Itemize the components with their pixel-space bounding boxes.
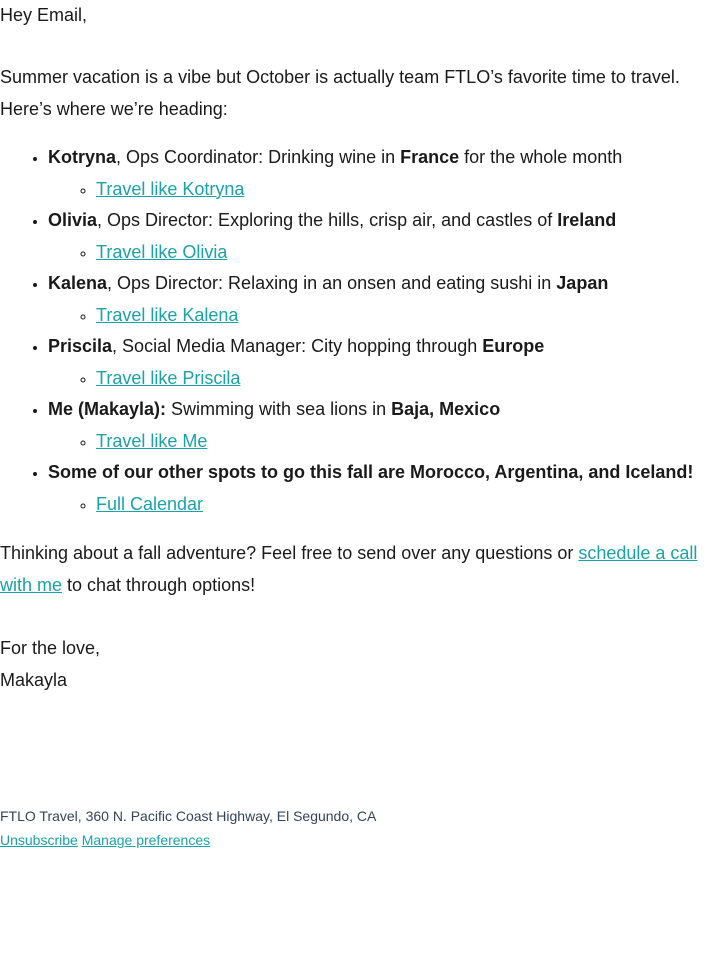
destination-name: Baja, Mexico xyxy=(391,399,501,419)
person-name: Olivia xyxy=(48,210,98,230)
unsubscribe-link[interactable]: Unsubscribe xyxy=(0,832,78,848)
sub-list-item xyxy=(96,363,720,395)
schedule-call-link[interactable]: schedule a call with me xyxy=(0,543,698,595)
travel-like-priscila-link[interactable]: Travel like Priscila xyxy=(96,367,241,388)
person-name: Kalena xyxy=(48,273,108,293)
closing-text-after: to chat through options! xyxy=(62,574,256,595)
sub-list-item xyxy=(96,174,720,206)
person-name: Kotryna xyxy=(48,147,117,167)
destination-name: Europe xyxy=(482,336,545,356)
list-item-olivia xyxy=(48,205,720,268)
sub-list xyxy=(48,237,720,269)
list-item-other-spots xyxy=(48,457,720,520)
closing-text-before: Thinking about a fall adventure? Feel free to send over any questions or xyxy=(0,543,579,563)
footer-links xyxy=(0,830,210,850)
item-tail: for the whole month xyxy=(459,147,623,167)
person-name: Priscila xyxy=(48,336,113,356)
sub-list xyxy=(48,489,720,521)
person-name: Me (Makayla): xyxy=(48,399,167,419)
signoff xyxy=(0,633,100,696)
sub-list-item xyxy=(96,489,720,521)
destination-name: France xyxy=(400,147,460,167)
signature-name: Makayla xyxy=(0,669,68,690)
sub-list xyxy=(48,426,720,458)
greeting: Hey Email, xyxy=(0,5,88,25)
destinations-list xyxy=(0,142,720,520)
other-spots-text: Some of our other spots to go this fall are Morocco, Argentina, and Iceland! xyxy=(48,462,694,482)
item-description: , Ops Director: Relaxing in an onsen and eating sushi in xyxy=(107,273,557,293)
item-description: , Social Media Manager: City hopping through xyxy=(112,336,483,356)
sub-list xyxy=(48,363,720,395)
travel-like-kalena-link[interactable]: Travel like Kalena xyxy=(96,304,239,325)
item-description: Swimming with sea lions in xyxy=(166,399,392,419)
intro-paragraph: Summer vacation is a vibe but October is actually team FTLO’s favorite time to travel. Here’s where we’re heading: xyxy=(0,67,680,119)
closing-paragraph xyxy=(0,538,715,601)
manage-preferences-link[interactable]: Manage preferences xyxy=(81,832,211,848)
item-description: , Ops Director: Exploring the hills, crisp air, and castles of xyxy=(97,210,558,230)
sub-list-item xyxy=(96,300,720,332)
list-item-kalena xyxy=(48,268,720,331)
signoff-line: For the love, xyxy=(0,638,101,658)
sub-list xyxy=(48,174,720,206)
sub-list xyxy=(48,300,720,332)
list-item-priscila xyxy=(48,331,720,394)
sub-list-item xyxy=(96,426,720,458)
travel-like-kotryna-link[interactable]: Travel like Kotryna xyxy=(96,178,245,199)
list-item-kotryna xyxy=(48,142,720,205)
travel-like-me-link[interactable]: Travel like Me xyxy=(96,430,208,451)
sub-list-item xyxy=(96,237,720,269)
list-item-makayla xyxy=(48,394,720,457)
footer-address: FTLO Travel, 360 N. Pacific Coast Highway, El Segundo, CA xyxy=(0,808,377,824)
destination-name: Japan xyxy=(556,273,609,293)
full-calendar-link[interactable]: Full Calendar xyxy=(96,493,204,514)
destination-name: Ireland xyxy=(557,210,617,230)
item-description: , Ops Coordinator: Drinking wine in xyxy=(116,147,401,167)
travel-like-olivia-link[interactable]: Travel like Olivia xyxy=(96,241,228,262)
